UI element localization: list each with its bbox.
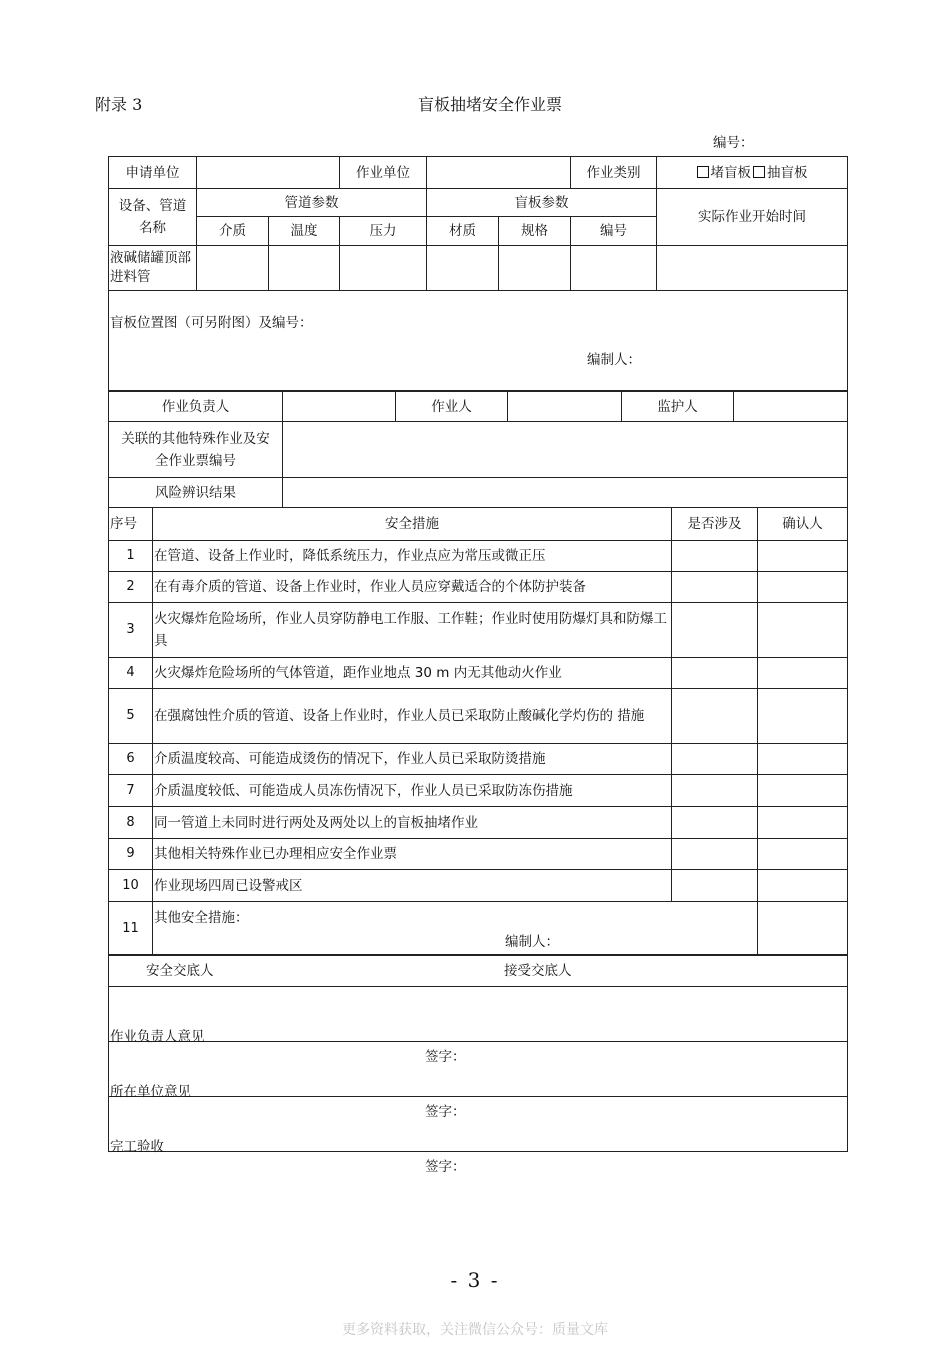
measure-involved-cell[interactable]: [672, 839, 758, 870]
measure-confirmer-cell[interactable]: [758, 807, 848, 839]
ticket-header-table: [108, 156, 848, 391]
measure-number: 5: [109, 689, 153, 744]
apply-unit-label: 申请单位: [109, 157, 197, 189]
temperature-value[interactable]: [269, 246, 340, 291]
equipment-header-line2: 名称: [139, 220, 166, 236]
measure-number: 3: [109, 603, 153, 658]
leader-opinion-cell[interactable]: [109, 987, 848, 1065]
related-ticket-value[interactable]: [283, 422, 848, 478]
handover-receiver-label: 接受交底人: [504, 963, 572, 979]
measure-text: 同一管道上未同时进行两处及两处以上的盲板抽堵作业: [153, 807, 672, 839]
measure-text: 介质温度较高、可能造成烫伤的情况下，作业人员已采取防烫措施: [153, 744, 672, 775]
confirmer-header: 确认人: [758, 508, 848, 541]
page-number: - 3 -: [450, 1268, 500, 1292]
leader-value[interactable]: [283, 392, 396, 422]
plug-blind-label: 堵盲板: [710, 164, 751, 181]
document-title: 盲板抽堵安全作业票: [417, 95, 562, 114]
measure-involved-cell[interactable]: [672, 572, 758, 603]
measure-text: 火灾爆炸危险场所，作业人员穿防静电工作服、工作鞋；作业时使用防爆灯具和防爆工具: [153, 603, 672, 658]
work-type-label: 作业类别: [571, 157, 657, 189]
other-measures-compiler-label: 编制人：: [505, 934, 559, 950]
unit-signature-label: 签字：: [425, 1104, 466, 1120]
measure-involved-cell[interactable]: [672, 603, 758, 658]
involved-header: 是否涉及: [672, 508, 758, 541]
measure-confirmer-cell[interactable]: [758, 775, 848, 807]
measure-number: 10: [109, 870, 153, 902]
measure-confirmer-cell[interactable]: [758, 839, 848, 870]
leader-signature-label: 签字：: [425, 1049, 466, 1065]
handover-giver-label: 安全交底人: [146, 963, 214, 979]
blind-number-value[interactable]: [571, 246, 657, 291]
serial-number-label: 编号：: [713, 135, 754, 151]
measure-header: 安全措施: [153, 508, 672, 541]
blind-position-cell[interactable]: [109, 291, 848, 391]
blind-position-label: 盲板位置图（可另附图）及编号：: [110, 315, 313, 331]
measure-confirmer-cell[interactable]: [758, 902, 848, 956]
worker-label: 作业人: [396, 392, 508, 422]
measure-text: 作业现场四周已设警戒区: [153, 870, 672, 902]
position-compiler-label: 编制人：: [587, 352, 641, 368]
equipment-name-value: 液碱储罐顶部进料管: [109, 246, 197, 291]
blind-number-header: 编号: [571, 217, 657, 246]
related-ticket-label: [109, 422, 283, 478]
measure-text: 其他相关特殊作业已办理相应安全作业票: [153, 839, 672, 870]
work-unit-label: 作业单位: [340, 157, 427, 189]
completion-acceptance-cell[interactable]: [109, 1097, 848, 1175]
measure-confirmer-cell[interactable]: [758, 870, 848, 902]
medium-value[interactable]: [197, 246, 269, 291]
measure-number: 11: [109, 902, 153, 956]
measure-involved-cell[interactable]: [672, 541, 758, 572]
measure-confirmer-cell[interactable]: [758, 603, 848, 658]
watermark-text: 更多资料获取，关注微信公众号：质量文库: [342, 1322, 608, 1338]
personnel-table: [108, 391, 848, 508]
measure-number: 9: [109, 839, 153, 870]
measure-involved-cell[interactable]: [672, 870, 758, 902]
seq-header: 序号: [109, 508, 153, 541]
apply-unit-value[interactable]: [197, 157, 340, 189]
pressure-value[interactable]: [340, 246, 427, 291]
measure-number: 6: [109, 744, 153, 775]
measure-confirmer-cell[interactable]: [758, 658, 848, 689]
work-type-options: [657, 157, 848, 189]
spec-header: 规格: [499, 217, 571, 246]
measure-number: 8: [109, 807, 153, 839]
risk-result-value[interactable]: [283, 478, 848, 508]
work-unit-value[interactable]: [427, 157, 571, 189]
unit-opinion-label: 所在单位意见: [110, 1084, 191, 1100]
equipment-name-header: [109, 189, 197, 246]
worker-value[interactable]: [508, 392, 622, 422]
unit-opinion-cell[interactable]: [109, 1042, 848, 1120]
spec-value[interactable]: [499, 246, 571, 291]
measure-text: 在管道、设备上作业时，降低系统压力，作业点应为常压或微正压: [153, 541, 672, 572]
measure-confirmer-cell[interactable]: [758, 689, 848, 744]
blind-params-header: 盲板参数: [427, 189, 657, 217]
temperature-header: 温度: [269, 217, 340, 246]
measure-involved-cell[interactable]: [672, 744, 758, 775]
handover-table: [108, 954, 848, 1175]
pipe-params-header: 管道参数: [197, 189, 427, 217]
measure-text: 在强腐蚀性介质的管道、设备上作业时，作业人员已采取防止酸碱化学灼伤的 措施: [153, 689, 672, 744]
measure-text: 在有毒介质的管道、设备上作业时，作业人员应穿戴适合的个体防护装备: [153, 572, 672, 603]
measure-text: 火灾爆炸危险场所的气体管道，距作业地点 30 m 内无其他动火作业: [153, 658, 672, 689]
measure-number: 2: [109, 572, 153, 603]
other-measures-cell[interactable]: [153, 902, 758, 956]
related-ticket-line1: 关联的其他特殊作业及安: [121, 430, 270, 447]
guardian-value[interactable]: [734, 392, 848, 422]
pressure-header: 压力: [340, 217, 427, 246]
equipment-header-line1: 设备、管道: [118, 198, 187, 214]
measure-number: 7: [109, 775, 153, 807]
appendix-label: 附录 3: [95, 95, 143, 114]
measure-number: 1: [109, 541, 153, 572]
other-measures-label: 其他安全措施：: [154, 910, 249, 926]
remove-blind-label: 抽盲板: [767, 164, 808, 181]
medium-header: 介质: [197, 217, 269, 246]
guardian-label: 监护人: [622, 392, 734, 422]
measure-number: 4: [109, 658, 153, 689]
related-ticket-line2: 全作业票编号: [155, 452, 236, 469]
measure-involved-cell[interactable]: [672, 807, 758, 839]
material-value[interactable]: [427, 246, 499, 291]
completion-acceptance-label: 完工验收: [110, 1139, 164, 1155]
measure-involved-cell[interactable]: [672, 689, 758, 744]
measure-confirmer-cell[interactable]: [758, 541, 848, 572]
remove-blind-checkbox[interactable]: [753, 166, 765, 178]
plug-blind-checkbox[interactable]: [697, 166, 709, 178]
actual-start-time-value[interactable]: [657, 246, 848, 291]
measure-confirmer-cell[interactable]: [758, 572, 848, 603]
actual-start-time-header: 实际作业开始时间: [657, 189, 848, 246]
handover-row: [109, 955, 848, 987]
leader-opinion-label: 作业负责人意见: [110, 1029, 205, 1045]
leader-label: 作业负责人: [109, 392, 283, 422]
measure-involved-cell[interactable]: [672, 775, 758, 807]
material-header: 材质: [427, 217, 499, 246]
completion-signature-label: 签字：: [425, 1159, 466, 1175]
measure-involved-cell[interactable]: [672, 658, 758, 689]
safety-measures-table: [108, 507, 848, 956]
measure-confirmer-cell[interactable]: [758, 744, 848, 775]
risk-result-label: 风险辨识结果: [109, 478, 283, 508]
measure-text: 介质温度较低、可能造成人员冻伤情况下，作业人员已采取防冻伤措施: [153, 775, 672, 807]
